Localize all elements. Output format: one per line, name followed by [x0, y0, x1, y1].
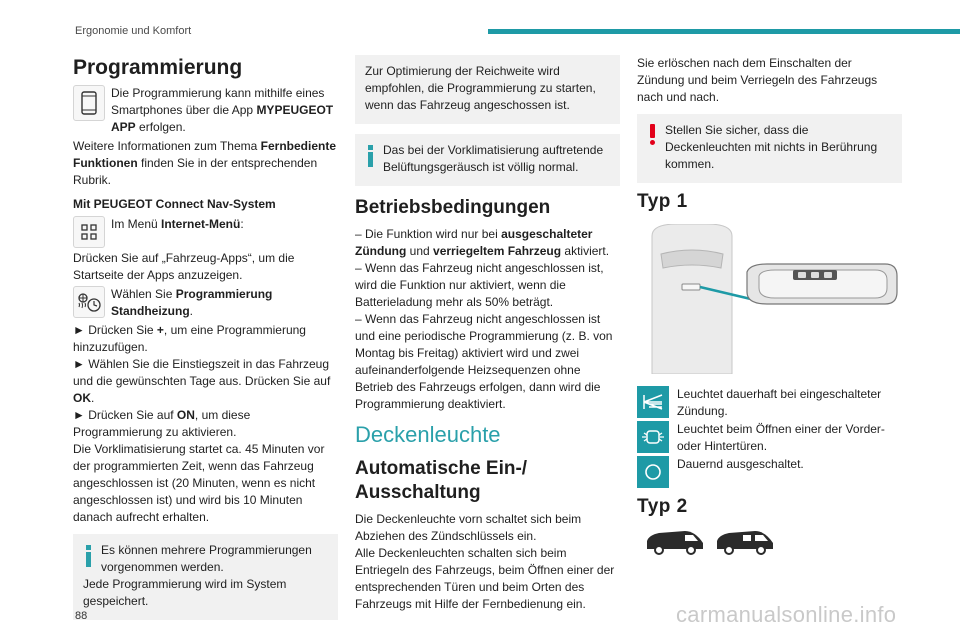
smartphone-icon [73, 85, 105, 121]
smartphone-row [73, 85, 338, 136]
section-title-programmierung: Programmierung [73, 56, 243, 79]
van-icon [645, 529, 705, 555]
section-title-betriebsbedingungen: Betriebsbedingungen [355, 197, 551, 218]
column-1 [73, 55, 338, 630]
apps-grid-icon [73, 216, 105, 248]
legend-item-on: Leuchtet dauerhaft bei eingeschalteter Zündung. [637, 386, 902, 420]
header-accent-bar [488, 29, 960, 34]
info-icon [85, 545, 91, 576]
typ-2-heading: Typ 2 [637, 496, 688, 517]
nav-system-heading: Mit PEUGEOT Connect Nav-System [73, 197, 276, 211]
legend-item-door: Leuchtet beim Öffnen einer der Vorder- oder Hintertüren. [637, 421, 902, 455]
warning-note: Stellen Sie sicher, dass die Deckenleuchten mit nichts in Berührung kommen. [637, 114, 902, 183]
step-select-time: ► Wählen Sie die Einstiegszeit in das Fahrzeug und die gewünschten Tage aus. Drücken Sie auf OK. [73, 357, 331, 405]
van-icons [645, 529, 902, 555]
page-number: 88 [75, 610, 88, 622]
fan-clock-icon [73, 286, 105, 318]
info-icon [367, 145, 373, 176]
section-title-deckenleuchte: Deckenleuchte [355, 422, 501, 447]
auto-text-1: Die Deckenleuchte vorn schaltet sich beim Abziehen des Zündschlüssels ein. [355, 512, 582, 543]
typ-1-heading: Typ 1 [637, 191, 688, 212]
step-add: ► Drücken Sie +, um eine Programmierung hinzuzufügen. [73, 323, 306, 354]
header-title: Ergonomie und Komfort [75, 25, 192, 37]
off-circle-icon [637, 456, 669, 488]
step-activate: ► Drücken Sie auf ON, um diese Programmierung zu aktivieren. [73, 408, 251, 439]
van-icon [715, 529, 775, 555]
info-note-reichweite: Zur Optimierung der Reichweite wird empfohlen, die Programmierung zu starten, wenn das Fahrzeug angeschossen ist. [355, 55, 620, 124]
select-text: Wählen Sie Programmierung Standheizung. [111, 287, 273, 318]
vorklimatisierung-text: Die Vorklimatisierung startet ca. 45 Minuten vor der programmierten Zeit, wenn das Fahrzeug angeschlossen ist (20 Minuten, wenn es nicht angeschlossen ist) und wird bis 10 Minuten danach aufrecht erhalten. [73, 442, 325, 524]
condition-1: – Die Funktion wird nur bei ausgeschalteter Zündung und verriegeltem Fahrzeug aktiviert. [355, 227, 610, 258]
legend-item-off: Dauernd ausgeschaltet. [637, 456, 902, 488]
door-light-icon [637, 421, 669, 453]
extinguish-text: Sie erlöschen nach dem Einschalten der Zündung und beim Verriegeln des Fahrzeugs nach und nach. [637, 56, 878, 104]
apps-text: Drücken Sie auf „Fahrzeug-Apps“, um die Startseite der Apps anzuzeigen. [73, 251, 295, 282]
watermark: carmanualsonline.info [676, 602, 897, 627]
more-info-text: Weitere Informationen zum Thema Fernbediente Funktionen finden Sie in der entsprechenden Rubrik. [73, 139, 336, 187]
select-row [73, 286, 338, 320]
menu-row [73, 216, 338, 248]
light-beam-icon [637, 386, 669, 418]
ceiling-light-illustration [637, 224, 902, 374]
subsection-title-automatisch: Automatische Ein-/ Ausschaltung [355, 458, 528, 503]
auto-text-2: Alle Deckenleuchten schalten sich beim Entriegeln des Fahrzeugs, beim Öffnen einer der entsprechenden Türen und beim Orten des Fahrzeugs mit Hilfe der Fernbedienung ein. [355, 546, 615, 611]
info-note-programmierungen: Es können mehrere Programmierungen vorgenommen werden. Jede Programmierung wird im System gespeichert. [73, 534, 338, 620]
column-3 [637, 55, 902, 555]
condition-3: – Wenn das Fahrzeug nicht angeschlossen ist und eine periodische Programmierung (z. B. von Montag bis Freitag) aktiviert wird und zwei aufeinanderfolgende Heizsequenzen ohne Betrieb des Fahrzeugs erfolgen, dann wird die Programmierung deaktiviert. [355, 312, 613, 411]
menu-text: Im Menü Internet-Menü: [111, 217, 244, 231]
condition-2: – Wenn das Fahrzeug nicht angeschlossen ist, wird die Funktion nur aktiviert, wenn die Batterieladung mehr als 50% beträgt. [355, 261, 604, 309]
intro-text: Die Programmierung kann mithilfe eines Smartphones über die App MYPEUGEOT APP erfolgen. [111, 86, 334, 134]
column-2 [355, 55, 620, 613]
info-note-geraeusch: Das bei der Vorklimatisierung auftretende Belüftungsgeräusch ist völlig normal. [355, 134, 620, 186]
warning-icon [649, 124, 655, 173]
